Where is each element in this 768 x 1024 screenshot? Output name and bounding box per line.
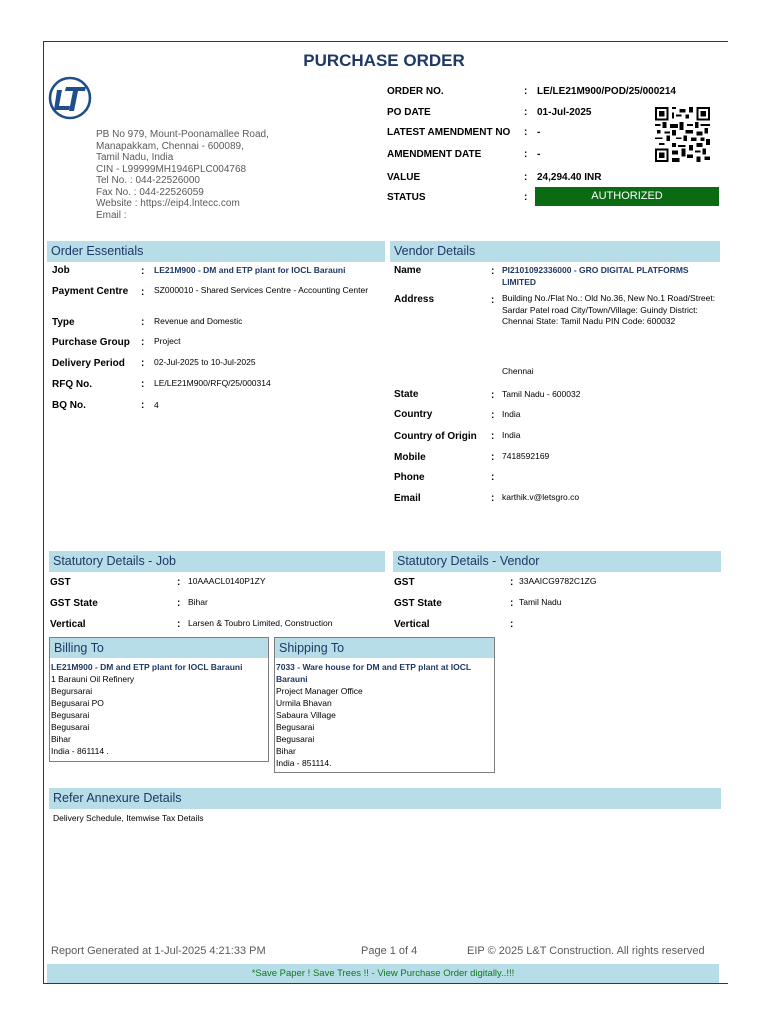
shipping-line: Project Manager Office (276, 686, 363, 696)
job-vertical-colon: : (177, 619, 181, 630)
vendor-mobile-colon: : (491, 452, 495, 463)
lt-logo-icon (48, 76, 92, 120)
annexure-text: Delivery Schedule, Itemwise Tax Details (53, 813, 204, 823)
po-date-label: PO DATE (387, 107, 431, 118)
shipping-line: Bihar (276, 746, 296, 756)
statutory-job-heading: Statutory Details - Job (49, 551, 385, 572)
vendor-phone-colon: : (491, 472, 495, 483)
billing-line: India - 861114 . (51, 746, 109, 756)
delivery-period-label: Delivery Period (52, 358, 125, 369)
job-vertical-label: Vertical (50, 619, 86, 630)
vendor-country-value: India (502, 409, 521, 419)
vendor-country-label: Country (394, 409, 433, 420)
shipping-line: Urmila Bhavan (276, 698, 332, 708)
job-gst-state-colon: : (177, 598, 181, 609)
shipping-to-body (275, 658, 494, 769)
vendor-gst-label: GST (394, 577, 415, 588)
value-amount: 24,294.40 INR (537, 172, 602, 183)
vendor-city-value: Chennai (502, 366, 534, 376)
amendment-date-value: - (537, 149, 541, 160)
payment-centre-label: Payment Centre (52, 286, 129, 297)
vendor-email-colon: : (491, 493, 495, 504)
billing-line: Begusarai PO (51, 698, 104, 708)
billing-line: 1 Barauni Oil Refinery (51, 674, 135, 684)
shipping-location-link[interactable]: 7033 - Ware house for DM and ETP plant at IOCL Barauni (276, 662, 471, 684)
vendor-gst-colon: : (510, 577, 514, 588)
bq-no-label: BQ No. (52, 400, 86, 411)
vendor-state-value: Tamil Nadu - 600032 (502, 389, 581, 399)
website-line: Website : https://eip4.lntecc.com (96, 198, 240, 209)
po-date-colon: : (524, 107, 528, 118)
billing-job-link[interactable]: LE21M900 - DM and ETP plant for IOCL Barauni (51, 662, 243, 672)
billing-line: Begusarai (51, 722, 90, 732)
vendor-mobile-value: 7418592169 (502, 451, 550, 461)
vendor-name-colon: : (491, 266, 495, 277)
vendor-state-label: State (394, 389, 419, 400)
rfq-no-label: RFQ No. (52, 379, 92, 390)
delivery-period-colon: : (141, 358, 145, 369)
job-gst-label: GST (50, 577, 71, 588)
rfq-no-colon: : (141, 379, 145, 390)
type-value: Revenue and Domestic (154, 316, 243, 326)
type-label: Type (52, 317, 75, 328)
billing-line: Begursarai (51, 686, 93, 696)
shipping-to-box (274, 637, 495, 773)
vendor-gst-state-label: GST State (394, 598, 442, 609)
billing-to-heading: Billing To (50, 638, 268, 658)
order-no-label: ORDER NO. (387, 86, 444, 97)
vendor-address-label: Address (394, 294, 435, 305)
job-colon: : (141, 266, 145, 277)
rfq-no-value: LE/LE21M900/RFQ/25/000314 (154, 378, 271, 388)
country-of-origin-value: India (502, 430, 521, 440)
cin-line: CIN - L99999MH1946PLC004768 (96, 163, 247, 175)
vendor-name-link[interactable]: PI2101092336000 - GRO DIGITAL PLATFORMS LIMITED (502, 265, 689, 287)
fax-line: Fax No. : 044-22526059 (96, 186, 204, 198)
shipping-line: Begusarai (276, 734, 315, 744)
shipping-to-heading: Shipping To (275, 638, 494, 658)
payment-centre-colon: : (141, 287, 145, 298)
vendor-details-heading: Vendor Details (390, 241, 720, 262)
page-border-top (43, 41, 728, 42)
email-line: Email : (96, 209, 127, 221)
shipping-line: Begusarai (276, 722, 315, 732)
qr-code-icon (655, 107, 710, 162)
job-link[interactable]: LE21M900 - DM and ETP plant for IOCL Barauni (154, 265, 346, 275)
page-number: Page 1 of 4 (361, 945, 418, 957)
purchase-group-colon: : (141, 337, 145, 348)
latest-amendment-value: - (537, 127, 541, 138)
purchase-group-label: Purchase Group (52, 337, 130, 348)
vendor-email-value: karthik.v@letsgro.co (502, 492, 580, 502)
vendor-email-label: Email (394, 493, 421, 504)
latest-amendment-label: LATEST AMENDMENT NO (387, 127, 511, 138)
job-label: Job (52, 265, 70, 276)
company-address (96, 129, 269, 221)
vendor-phone-label: Phone (394, 472, 425, 483)
report-generated-text: Report Generated at 1-Jul-2025 4:21:33 PM (51, 945, 266, 957)
vendor-mobile-label: Mobile (394, 452, 426, 463)
page-border-left (43, 41, 44, 984)
amendment-date-label: AMENDMENT DATE (387, 149, 482, 160)
copyright-text: EIP © 2025 L&T Construction. All rights reserved (467, 945, 705, 957)
vendor-state-colon: : (491, 390, 495, 401)
country-of-origin-colon: : (491, 431, 495, 442)
job-gst-value: 10AAACL0140P1ZY (188, 576, 266, 586)
job-gst-state-value: Bihar (188, 597, 208, 607)
vendor-gst-state-colon: : (510, 598, 514, 609)
job-vertical-value: Larsen & Toubro Limited, Construction (188, 618, 333, 628)
status-badge: AUTHORIZED (535, 187, 719, 206)
job-gst-colon: : (177, 577, 181, 588)
page-border-bottom (43, 983, 728, 984)
shipping-line: Sabaura Village (276, 710, 336, 720)
amendment-date-colon: : (524, 149, 528, 160)
vendor-vertical-colon: : (510, 619, 514, 630)
order-no-colon: : (524, 86, 528, 97)
address-line: Tamil Nadu, India (96, 152, 174, 163)
address-line: PB No 979, Mount-Poonamallee Road, (96, 129, 269, 140)
latest-amendment-colon: : (524, 127, 528, 138)
billing-line: Begusarai (51, 710, 90, 720)
status-label: STATUS (387, 192, 426, 203)
vendor-gst-value: 33AAICG9782C1ZG (519, 576, 597, 586)
billing-line: Bihar (51, 734, 71, 744)
country-of-origin-label: Country of Origin (394, 431, 477, 442)
vendor-vertical-label: Vertical (394, 619, 430, 630)
vendor-address-colon: : (491, 295, 495, 306)
billing-to-box (49, 637, 269, 762)
type-colon: : (141, 317, 145, 328)
document-title: PURCHASE ORDER (303, 51, 465, 70)
value-colon: : (524, 172, 528, 183)
value-label: VALUE (387, 172, 421, 183)
annexure-heading: Refer Annexure Details (49, 788, 721, 809)
address-line: Manapakkam, Chennai - 600089, (96, 140, 244, 152)
billing-to-body (50, 658, 268, 757)
job-gst-state-label: GST State (50, 598, 98, 609)
shipping-line: India - 851114. (276, 758, 332, 768)
vendor-address-value: Building No./Flat No.: Old No.36, New No.1 Road/Street: Sardar Patel road City/Town/Village: Guindy District: Chennai State: Tamil Nadu PIN Code: 600032 (502, 293, 716, 326)
bq-no-value: 4 (154, 400, 159, 410)
vendor-name-label: Name (394, 265, 422, 276)
save-paper-banner: *Save Paper ! Save Trees !! - View Purchase Order digitally..!!! (47, 964, 719, 983)
vendor-gst-state-value: Tamil Nadu (519, 597, 562, 607)
vendor-country-colon: : (491, 410, 495, 421)
tel-line: Tel No. : 044-22526000 (96, 175, 200, 186)
order-essentials-heading: Order Essentials (47, 241, 385, 262)
payment-centre-value: SZ000010 - Shared Services Centre - Accounting Center (154, 285, 369, 295)
order-no-value: LE/LE21M900/POD/25/000214 (537, 86, 676, 97)
delivery-period-value: 02-Jul-2025 to 10-Jul-2025 (154, 357, 256, 367)
statutory-vendor-heading: Statutory Details - Vendor (393, 551, 721, 572)
bq-no-colon: : (141, 400, 145, 411)
purchase-group-value: Project (154, 336, 181, 346)
po-date-value: 01-Jul-2025 (537, 107, 592, 118)
status-colon: : (524, 192, 528, 203)
